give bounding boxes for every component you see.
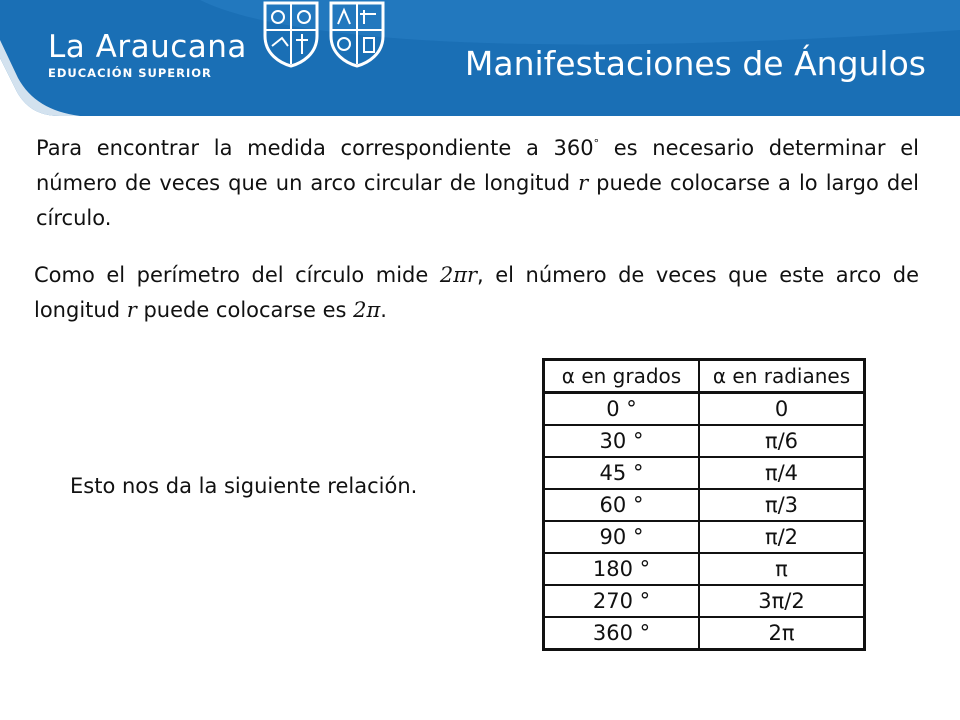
radians-cell: π/4 — [699, 457, 865, 489]
radians-cell: 3π/2 — [699, 585, 865, 617]
table-row — [544, 425, 865, 457]
radians-cell: π — [699, 553, 865, 585]
paragraph1-text-c: puede colocarse a lo largo del círculo. — [36, 171, 919, 230]
paragraph1-text-a: Para encontrar la medida correspondiente a 360 — [36, 136, 594, 160]
table-row — [544, 393, 865, 426]
table-row — [544, 521, 865, 553]
paragraph2-text-d: . — [380, 298, 387, 322]
two-pi-result: 2π — [353, 298, 381, 322]
radians-cell: 0 — [699, 393, 865, 426]
radius-variable: r — [578, 171, 589, 195]
radians-cell: 2π — [699, 617, 865, 650]
degrees-cell: 270 ° — [544, 585, 700, 617]
table-row — [544, 617, 865, 650]
perimeter-expression: 2πr — [439, 263, 478, 287]
degrees-cell: 30 ° — [544, 425, 700, 457]
degrees-cell: 90 ° — [544, 521, 700, 553]
header-degrees: α en grados — [544, 360, 700, 393]
brand-logo — [48, 30, 247, 80]
radians-cell: π/6 — [699, 425, 865, 457]
table-row — [544, 553, 865, 585]
radians-cell: π/2 — [699, 521, 865, 553]
brand-subtitle: EDUCACIÓN SUPERIOR — [48, 66, 212, 80]
page-title: Manifestaciones de Ángulos — [464, 44, 926, 83]
university-crest-icon — [328, 0, 386, 68]
degree-symbol: ° — [593, 137, 600, 150]
table-row — [544, 585, 865, 617]
degrees-cell: 360 ° — [544, 617, 700, 650]
table-header-row — [544, 360, 865, 393]
degrees-cell: 180 ° — [544, 553, 700, 585]
degrees-cell: 45 ° — [544, 457, 700, 489]
paragraph2-text-a: Como el perímetro del círculo mide — [34, 263, 440, 287]
header-radians: α en radianes — [699, 360, 865, 393]
brand-name: La Araucana — [48, 29, 247, 65]
header-banner — [0, 0, 960, 116]
paragraph-full-circle — [36, 126, 919, 236]
university-crest-icon — [262, 0, 320, 68]
radius-variable: r — [126, 298, 137, 322]
degrees-cell: 0 ° — [544, 393, 700, 426]
radians-cell: π/3 — [699, 489, 865, 521]
paragraph-perimeter — [34, 258, 919, 328]
degrees-cell: 60 ° — [544, 489, 700, 521]
relation-caption: Esto nos da la siguiente relación. — [70, 474, 418, 498]
table-row — [544, 489, 865, 521]
table-row — [544, 457, 865, 489]
paragraph2-text-c: puede colocarse es — [136, 298, 354, 322]
conversion-table — [542, 358, 866, 651]
paragraph1-text-b: es necesario determinar el número de veces que un arco circular de longitud — [36, 136, 919, 195]
paragraph2-text-b: , el número de veces que este arco de longitud — [34, 263, 919, 322]
